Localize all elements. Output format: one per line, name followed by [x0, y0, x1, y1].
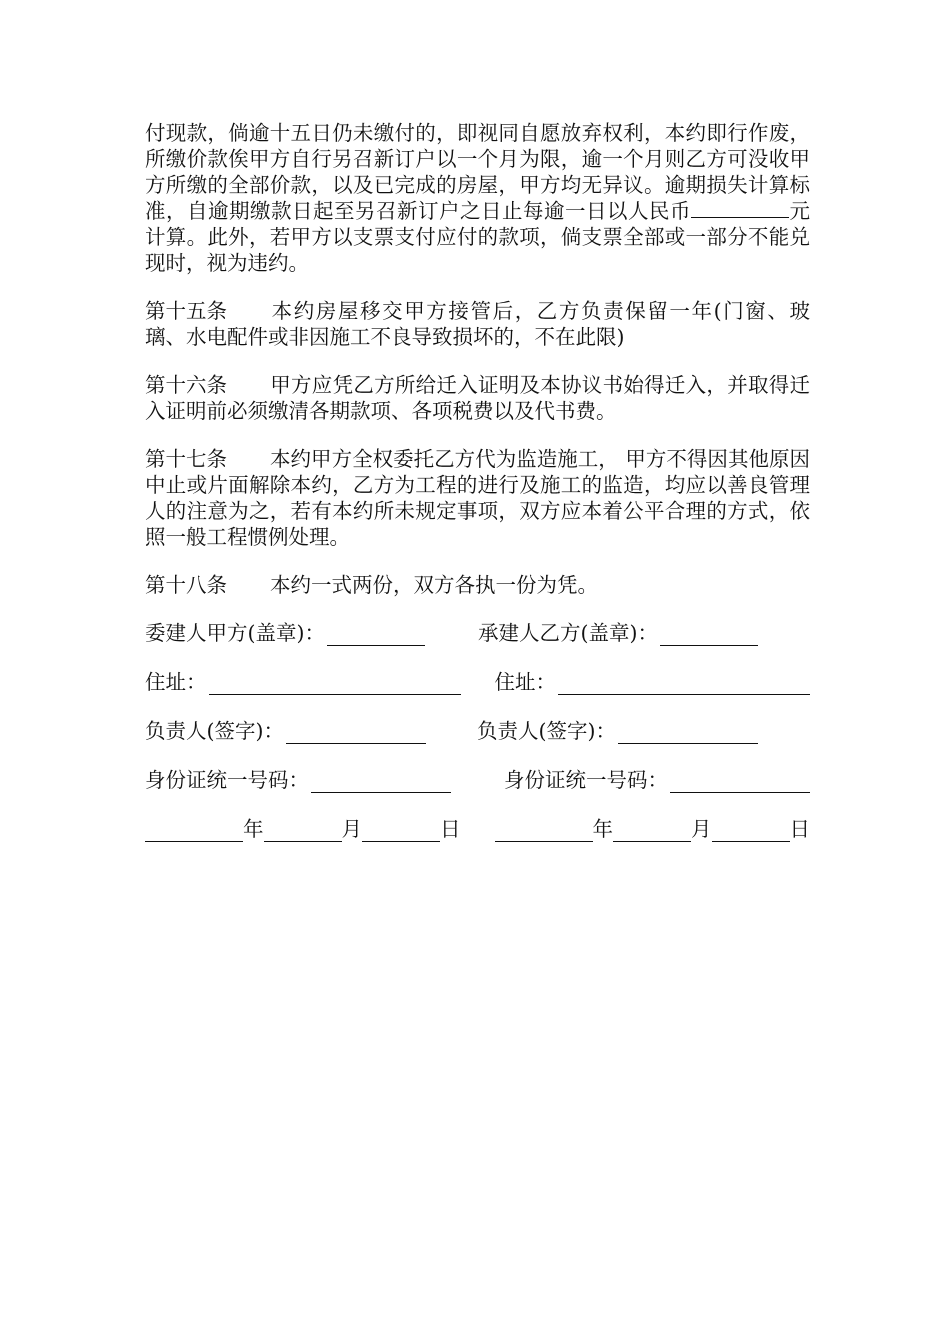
clause-18-text: 本约一式两份，双方各执一份为凭。 [270, 573, 598, 597]
clause-continuation-text-a: 付现款，倘逾十五日仍未缴付的，即视同自愿放弃权利，本约即行作废，所缴价款俟甲方自行另召新订户以一个月为限，逾一个月则乙方可没收甲方所缴的全部价款，以及已完成的房屋，甲方均无异议。逾期损失计算标准，自逾期缴款日起至另召新订户之日止每逾一日以人民币 [145, 121, 810, 223]
party-a-id-label: 身份证统一号码： [145, 768, 309, 792]
clause-16 [145, 372, 810, 424]
clause-16-text: 甲方应凭乙方所给迁入证明及本协议书始得迁入，并取得迁入证明前必须缴清各期款项、各项税费以及代书费。 [145, 373, 810, 423]
party-b-address [495, 669, 811, 695]
address-row [145, 669, 810, 695]
party-b-id-label: 身份证统一号码： [504, 768, 668, 792]
clause-continuation [145, 120, 810, 276]
clause-continuation-text-b: 元计算。此外，若甲方以支票支付应付的款项，倘支票全部或一部分不能兑现时，视为违约。 [145, 199, 810, 275]
date-row [145, 816, 810, 842]
party-b-day-label: 日 [789, 817, 810, 841]
clause-17-number: 第十七条 [145, 447, 227, 471]
party-b-person-blank [618, 724, 758, 744]
party-b-month-label: 月 [691, 817, 712, 841]
party-a-seal-blank [327, 626, 425, 646]
party-a-address-label: 住址： [145, 670, 207, 694]
party-b-seal [478, 620, 758, 646]
clause-17-text: 本约甲方全权委托乙方代为监造施工， 甲方不得因其他原因中止或片面解除本约，乙方为工程的进行及施工的监造，均应以善良管理人的注意为之，若有本约所未规定事项，双方应本着公平合理的方式，依照一般工程惯例处理。 [145, 447, 810, 549]
party-b-id [504, 767, 810, 793]
party-b-address-label: 住址： [494, 670, 556, 694]
clause-15-text: 本约房屋移交甲方接管后，乙方负责保留一年(门窗、玻璃、水电配件或非因施工不良导致损坏的，不在此限) [145, 299, 810, 349]
party-b-seal-blank [660, 626, 758, 646]
clause-18-number: 第十八条 [145, 573, 227, 597]
party-a-month-label: 月 [341, 817, 362, 841]
party-a-id-blank [311, 773, 451, 793]
party-a-seal [145, 620, 425, 646]
amount-blank [691, 199, 789, 218]
party-a-date [145, 816, 461, 842]
party-a-day-blank [362, 822, 440, 842]
party-a-year-label: 年 [243, 817, 264, 841]
party-a-day-label: 日 [440, 817, 461, 841]
clause-15-number: 第十五条 [145, 299, 227, 323]
party-b-person [477, 718, 758, 744]
party-b-date [495, 816, 811, 842]
party-a-year-blank [145, 822, 243, 842]
party-a-person-blank [286, 724, 426, 744]
party-a-month-blank [264, 822, 342, 842]
party-a-seal-label: 委建人甲方(盖章)： [145, 621, 325, 645]
party-b-seal-label: 承建人乙方(盖章)： [478, 621, 658, 645]
party-a-id [145, 767, 451, 793]
party-b-person-label: 负责人(签字)： [477, 719, 616, 743]
party-b-year-blank [495, 822, 593, 842]
party-a-person-label: 负责人(签字)： [145, 719, 284, 743]
document-page [145, 120, 810, 865]
clause-15 [145, 298, 810, 350]
party-b-address-blank [558, 675, 810, 695]
clause-16-number: 第十六条 [145, 373, 227, 397]
id-row [145, 767, 810, 793]
clause-17 [145, 446, 810, 550]
party-a-address-blank [209, 675, 461, 695]
party-b-id-blank [670, 773, 810, 793]
party-b-year-label: 年 [592, 817, 613, 841]
seal-row [145, 620, 810, 646]
party-a-address [145, 669, 461, 695]
party-b-day-blank [712, 822, 790, 842]
person-row [145, 718, 810, 744]
clause-18 [145, 572, 810, 598]
party-a-person [145, 718, 426, 744]
party-b-month-blank [613, 822, 691, 842]
